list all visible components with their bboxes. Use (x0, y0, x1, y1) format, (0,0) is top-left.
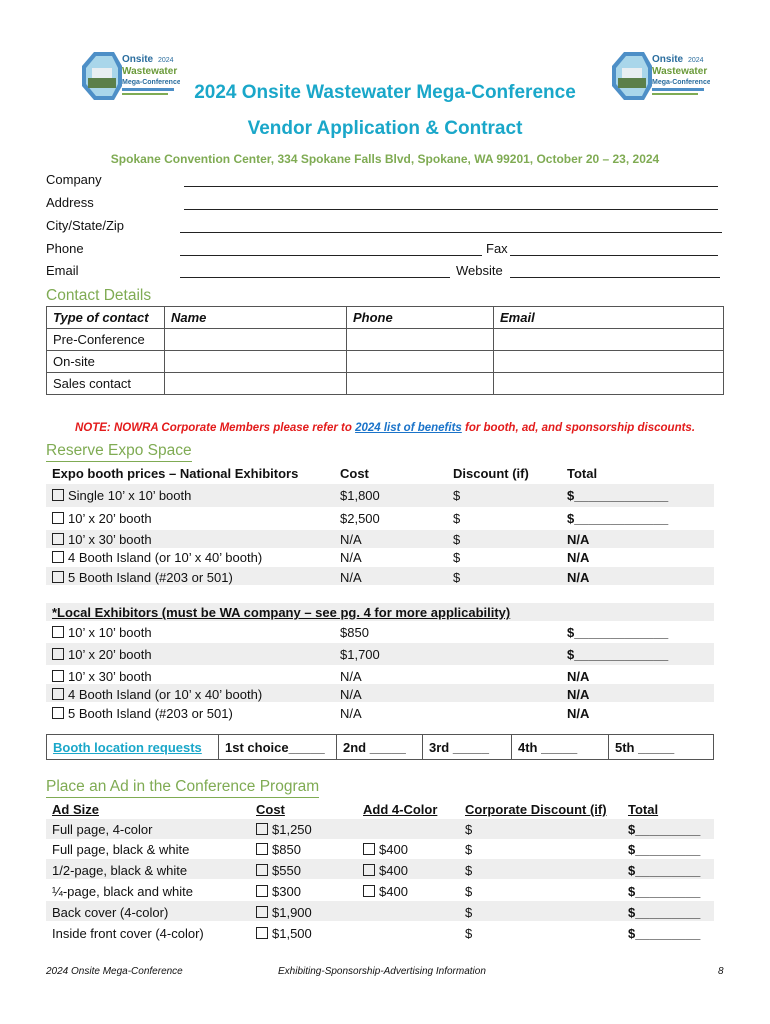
national-booth-discount[interactable]: $ (453, 550, 461, 565)
contact-name-cell[interactable] (165, 351, 347, 373)
national-booth-3-checkbox[interactable] (52, 551, 64, 563)
ad-cost-checkbox[interactable] (256, 864, 268, 876)
ad-color-option (363, 884, 408, 899)
ad-color-value: $400 (379, 884, 408, 899)
local-booth-4-row (52, 706, 233, 721)
booth-location-label: Booth location requests (47, 735, 219, 760)
second-choice-field[interactable]: 2nd _____ (337, 735, 423, 760)
first-choice-field[interactable]: 1st choice_____ (219, 735, 337, 760)
venue-line: Spokane Convention Center, 334 Spokane Falls Blvd, Spokane, WA 99201, October 20 – 23, 2024 (110, 152, 660, 166)
national-booth-total[interactable]: N/A (567, 532, 590, 547)
local-booth-4-label: 5 Booth Island (#203 or 501) (68, 706, 233, 721)
ad-discount[interactable]: $ (465, 905, 473, 920)
national-booth-cost: $1,800 (340, 488, 380, 503)
local-booth-4-checkbox[interactable] (52, 707, 64, 719)
logo-wastewater-text: Wastewater (122, 66, 178, 77)
local-booth-0-row (52, 625, 152, 640)
ad-color-checkbox[interactable] (363, 885, 375, 897)
ad-cost-value: $850 (272, 842, 301, 857)
ad-cost-option (256, 905, 312, 920)
national-booth-1-checkbox[interactable] (52, 512, 64, 524)
local-booth-1-row (52, 647, 152, 662)
contact-email-cell[interactable] (494, 329, 724, 351)
expo-header-label: Expo booth prices – National Exhibitors (52, 466, 299, 481)
ad-color-checkbox[interactable] (363, 843, 375, 855)
fax-field[interactable] (510, 255, 718, 256)
page-number: 8 (718, 966, 724, 977)
local-booth-total[interactable]: N/A (567, 669, 590, 684)
footer-center: Exhibiting-Sponsorship-Advertising Information (278, 966, 486, 977)
local-booth-total[interactable]: $_____________ (567, 625, 669, 640)
local-booth-2-label: 10’ x 30’ booth (68, 669, 152, 684)
ad-discount[interactable]: $ (465, 926, 473, 941)
ad-cost-checkbox[interactable] (256, 843, 268, 855)
contact-phone-cell[interactable] (347, 373, 494, 395)
ad-cost-checkbox[interactable] (256, 906, 268, 918)
member-note (0, 422, 770, 434)
expo-header-total: Total (567, 466, 598, 481)
ads-header-cost: Cost (256, 802, 285, 817)
expo-section-heading: Reserve Expo Space (46, 442, 192, 462)
ad-total[interactable]: $_________ (628, 842, 701, 857)
national-booth-total[interactable]: N/A (567, 550, 590, 565)
national-booth-total[interactable]: $_____________ (567, 511, 669, 526)
local-booth-total[interactable]: $_____________ (567, 647, 669, 662)
logo-year-text: 2024 (158, 57, 174, 64)
ad-color-option (363, 842, 408, 857)
contact-header-type: Type of contact (47, 307, 165, 329)
local-booth-1-label: 10’ x 20’ booth (68, 647, 152, 662)
ad-discount[interactable]: $ (465, 884, 473, 899)
expo-header-cost: Cost (340, 466, 369, 481)
ad-discount[interactable]: $ (465, 822, 473, 837)
page-title: 2024 Onsite Wastewater Mega-Conference (194, 82, 576, 103)
national-booth-cost: N/A (340, 532, 362, 547)
ad-cost-option (256, 884, 301, 899)
page-subtitle: Vendor Application & Contract (247, 118, 523, 139)
national-booth-4-row (52, 570, 233, 585)
local-booth-cost: $850 (340, 625, 369, 640)
contact-name-cell[interactable] (165, 329, 347, 351)
email-field[interactable] (180, 277, 450, 278)
website-field[interactable] (510, 277, 720, 278)
contact-type: On-site (47, 351, 165, 373)
note-text-after: for booth, ad, and sponsorship discounts. (461, 422, 696, 434)
ad-size-label: Full page, 4-color (52, 822, 153, 837)
ad-cost-checkbox[interactable] (256, 927, 268, 939)
national-booth-2-checkbox[interactable] (52, 533, 64, 545)
national-booth-0-label: Single 10’ x 10’ booth (68, 488, 192, 503)
company-field[interactable] (184, 186, 718, 187)
national-booth-discount[interactable]: $ (453, 532, 461, 547)
table-row (47, 351, 724, 373)
ads-section-heading: Place an Ad in the Conference Program (46, 778, 319, 798)
national-booth-total[interactable]: N/A (567, 570, 590, 585)
local-exhibitors-header: *Local Exhibitors (must be WA company – see pg. 4 for more applicability) (52, 605, 511, 620)
ad-size-label: 1/2-page, black & white (52, 863, 188, 878)
ad-size-label: Full page, black & white (52, 842, 190, 857)
ads-header-discount: Corporate Discount (if) (465, 802, 607, 817)
national-booth-discount[interactable]: $ (453, 511, 461, 526)
national-booth-3-row (52, 550, 262, 565)
table-row (47, 329, 724, 351)
contact-phone-cell[interactable] (347, 329, 494, 351)
ad-cost-checkbox[interactable] (256, 885, 268, 897)
booth-location-table (46, 734, 714, 760)
ad-total[interactable]: $_________ (628, 905, 701, 920)
contact-header-email: Email (494, 307, 724, 329)
note-text-before: NOTE: NOWRA Corporate Members please refer to (74, 422, 356, 434)
contact-type: Sales contact (47, 373, 165, 395)
logo-onsite-text: Onsite (122, 54, 154, 65)
logo-mega-text: Mega-Conference (122, 79, 180, 86)
ads-header-total: Total (628, 802, 659, 817)
footer-left: 2024 Onsite Mega-Conference (46, 966, 183, 977)
ad-cost-value: $1,900 (272, 905, 312, 920)
ad-cost-option (256, 842, 301, 857)
city-field[interactable] (180, 232, 722, 233)
national-booth-discount[interactable]: $ (453, 488, 461, 503)
national-booth-cost: N/A (340, 550, 362, 565)
ad-total[interactable]: $_________ (628, 863, 701, 878)
national-booth-cost: $2,500 (340, 511, 380, 526)
local-booth-cost: N/A (340, 706, 362, 721)
contact-header-name: Name (165, 307, 347, 329)
ad-total[interactable]: $_________ (628, 926, 701, 941)
ad-cost-checkbox[interactable] (256, 823, 268, 835)
ad-cost-value: $550 (272, 863, 301, 878)
local-booth-total[interactable]: N/A (567, 706, 590, 721)
ad-cost-option (256, 822, 312, 837)
contact-section-heading: Contact Details (46, 287, 151, 307)
ad-total[interactable]: $_________ (628, 822, 701, 837)
logo-year-text: 2024 (688, 57, 704, 64)
email-label: Email (46, 263, 79, 278)
local-booth-2-checkbox[interactable] (52, 670, 64, 682)
website-label: Website (456, 263, 503, 278)
logo-wastewater-text: Wastewater (652, 66, 708, 77)
contact-email-cell[interactable] (494, 351, 724, 373)
local-booth-cost: $1,700 (340, 647, 380, 662)
phone-label: Phone (46, 241, 84, 256)
company-label: Company (46, 172, 102, 187)
ad-size-label: Inside front cover (4-color) (52, 926, 204, 941)
local-booth-0-label: 10’ x 10’ booth (68, 625, 152, 640)
national-booth-3-label: 4 Booth Island (or 10’ x 40’ booth) (68, 550, 263, 565)
ad-size-label: Back cover (4-color) (52, 905, 169, 920)
national-booth-0-checkbox[interactable] (52, 489, 64, 501)
national-booth-discount[interactable]: $ (453, 570, 461, 585)
fifth-choice-field[interactable]: 5th _____ (609, 735, 714, 760)
table-row (47, 373, 724, 395)
local-booth-2-row (52, 669, 152, 684)
local-booth-cost: N/A (340, 687, 362, 702)
national-booth-cost: N/A (340, 570, 362, 585)
contact-email-cell[interactable] (494, 373, 724, 395)
ad-size-label: ¼-page, black and white (52, 884, 193, 899)
local-booth-3-row (52, 687, 262, 702)
ad-color-checkbox[interactable] (363, 864, 375, 876)
third-choice-field[interactable]: 3rd _____ (423, 735, 512, 760)
national-booth-total[interactable]: $_____________ (567, 488, 669, 503)
ad-discount[interactable]: $ (465, 842, 473, 857)
ads-header-size: Ad Size (52, 802, 99, 817)
ad-discount[interactable]: $ (465, 863, 473, 878)
contact-name-cell[interactable] (165, 373, 347, 395)
local-booth-cost: N/A (340, 669, 362, 684)
national-booth-4-label: 5 Booth Island (#203 or 501) (68, 570, 233, 585)
contact-table (46, 306, 724, 395)
local-booth-3-label: 4 Booth Island (or 10’ x 40’ booth) (68, 687, 263, 702)
local-booth-0-checkbox[interactable] (52, 626, 64, 638)
local-booth-3-checkbox[interactable] (52, 688, 64, 700)
ad-color-value: $400 (379, 863, 408, 878)
national-booth-4-checkbox[interactable] (52, 571, 64, 583)
national-booth-2-row (52, 532, 152, 547)
national-booth-2-label: 10’ x 30’ booth (68, 532, 152, 547)
contact-header-phone: Phone (347, 307, 494, 329)
fax-label: Fax (486, 241, 508, 256)
ad-color-option (363, 863, 408, 878)
contact-type: Pre-Conference (47, 329, 165, 351)
address-field[interactable] (184, 209, 718, 210)
ad-cost-value: $1,250 (272, 822, 312, 837)
logo-mega-text: Mega-Conference (652, 79, 710, 86)
ad-cost-option (256, 863, 301, 878)
national-booth-1-label: 10’ x 20’ booth (68, 511, 152, 526)
ad-color-value: $400 (379, 842, 408, 857)
contact-phone-cell[interactable] (347, 351, 494, 373)
expo-header-discount: Discount (if) (453, 466, 529, 481)
ads-header-color: Add 4-Color (363, 802, 438, 817)
ad-cost-value: $300 (272, 884, 301, 899)
fourth-choice-field[interactable]: 4th _____ (512, 735, 609, 760)
phone-field[interactable] (180, 255, 482, 256)
national-booth-0-row (52, 488, 191, 503)
ad-cost-option (256, 926, 312, 941)
ad-total[interactable]: $_________ (628, 884, 701, 899)
address-label: Address (46, 195, 94, 210)
local-booth-1-checkbox[interactable] (52, 648, 64, 660)
local-booth-total[interactable]: N/A (567, 687, 590, 702)
city-label: City/State/Zip (46, 218, 125, 233)
ad-cost-value: $1,500 (272, 926, 312, 941)
benefits-link[interactable]: 2024 list of benefits (355, 422, 462, 434)
national-booth-1-row (52, 511, 152, 526)
logo-onsite-text: Onsite (652, 54, 684, 65)
